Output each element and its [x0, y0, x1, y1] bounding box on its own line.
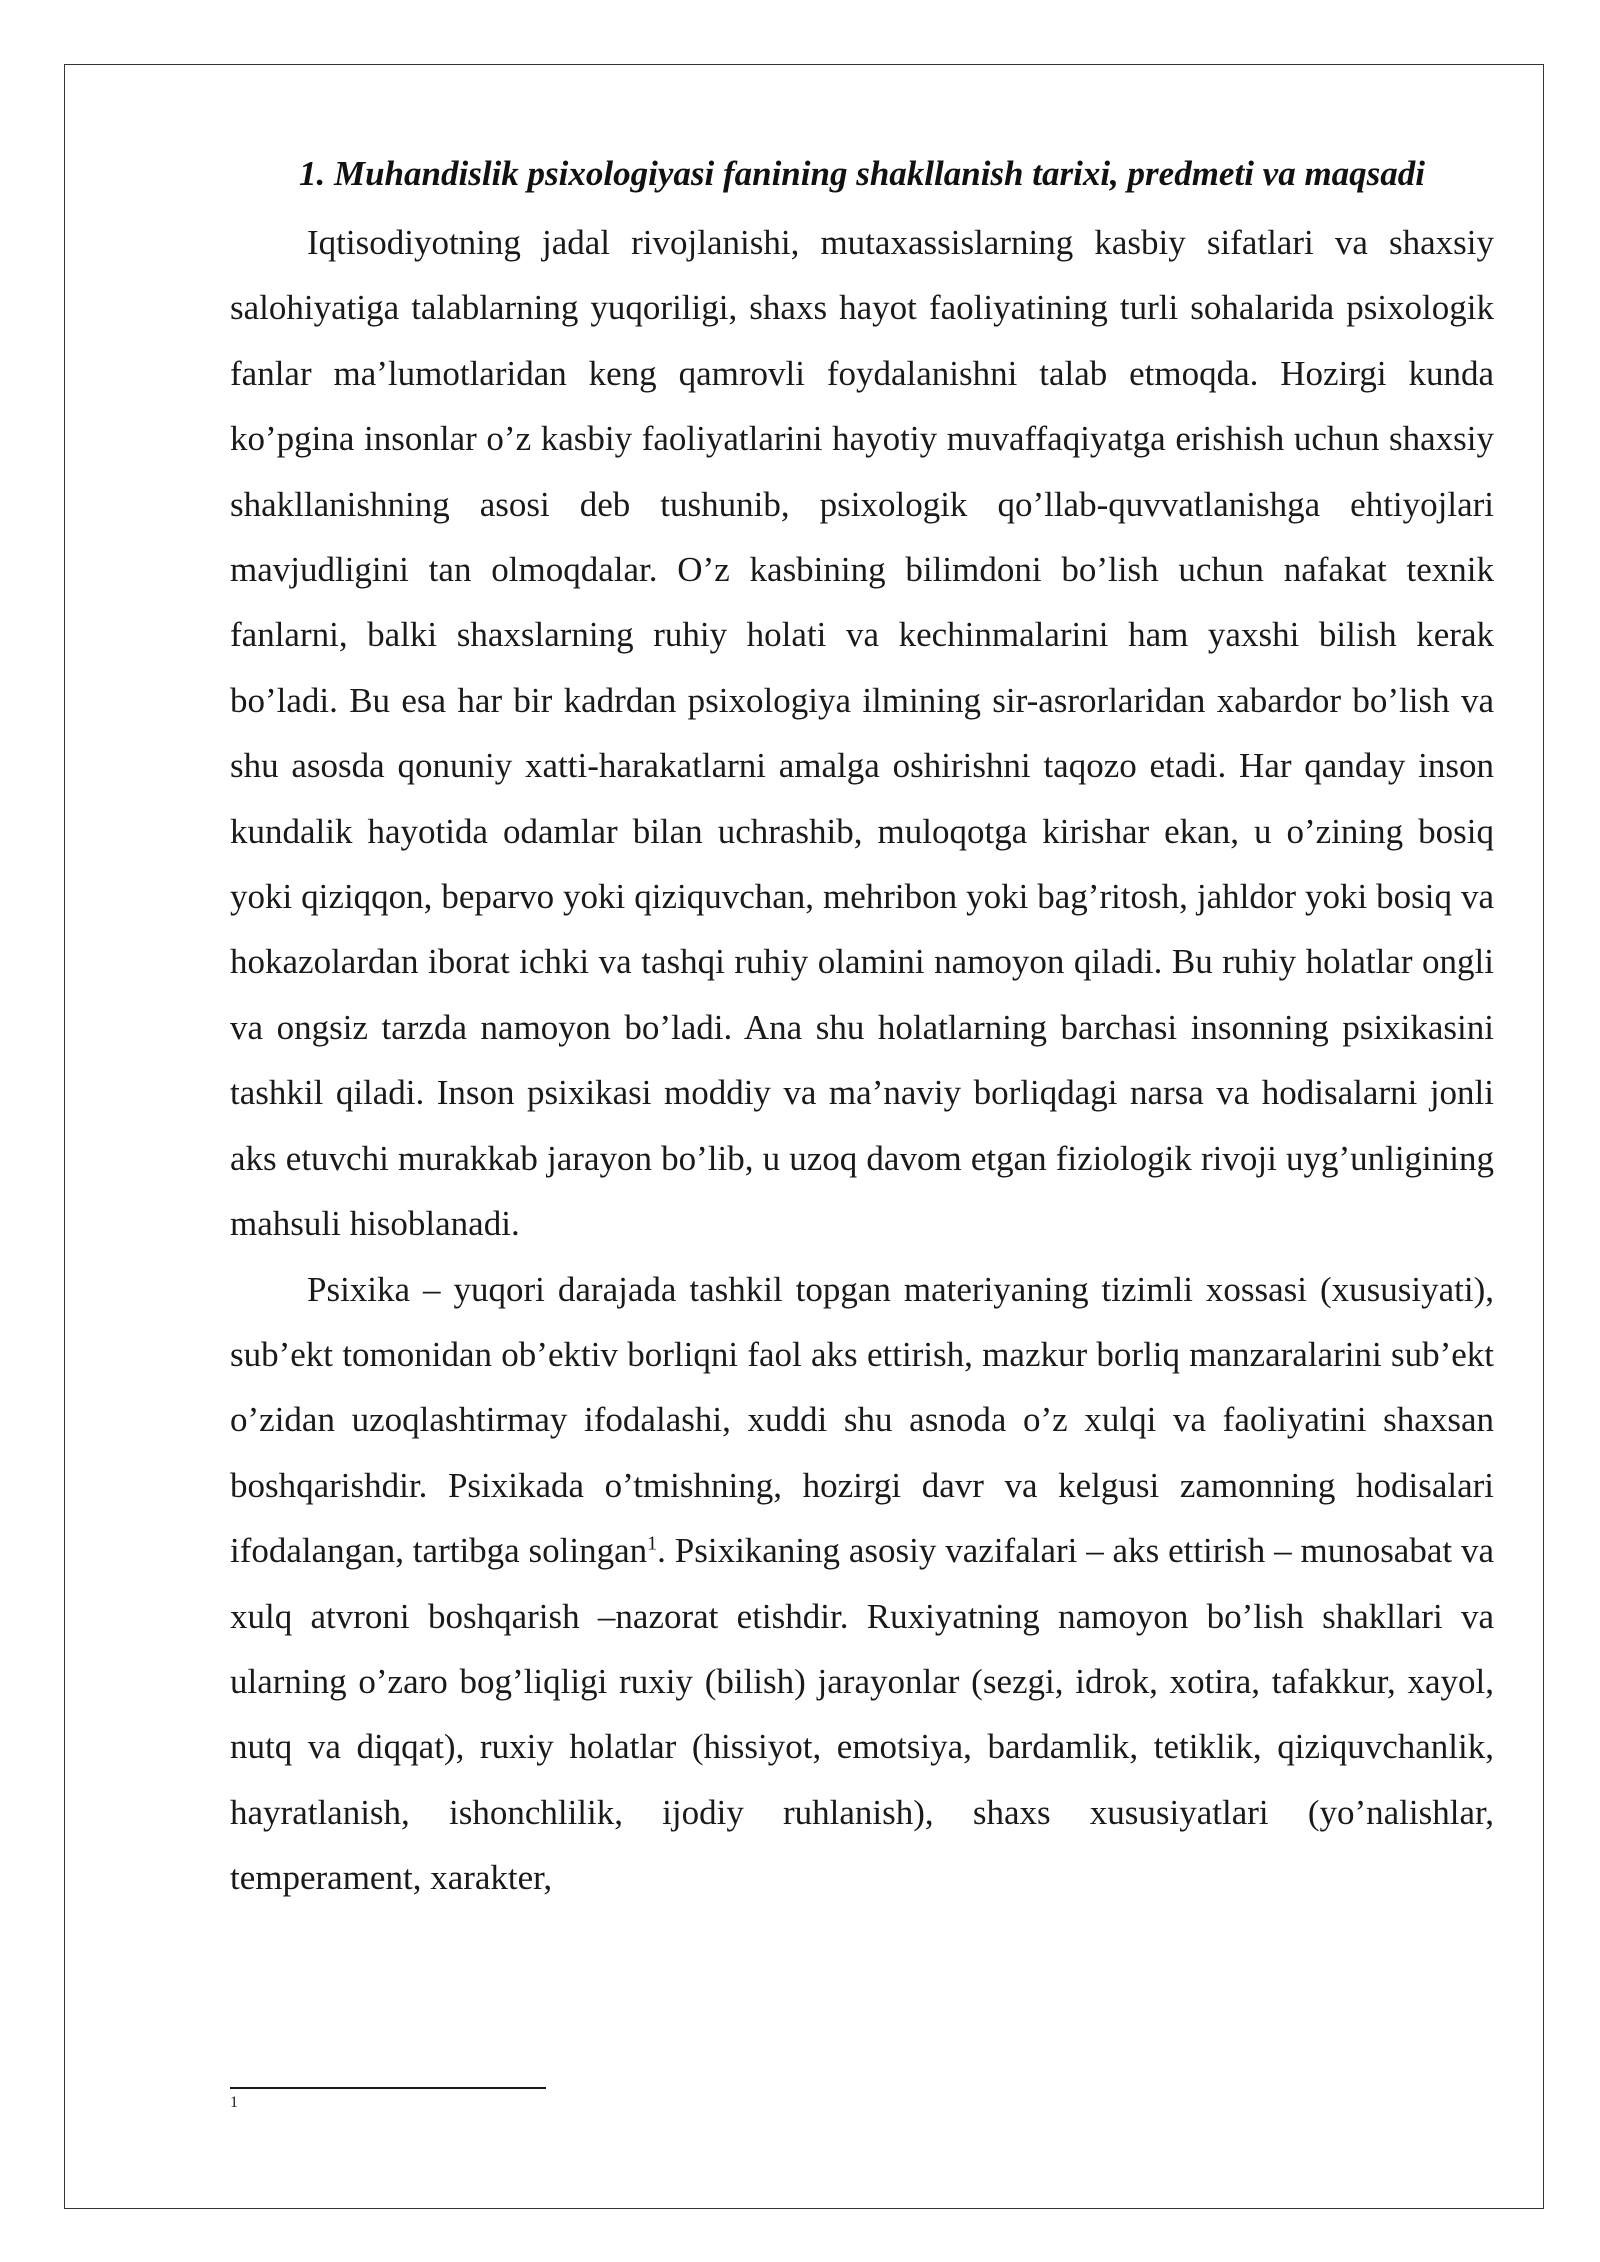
paragraph-2-text-start: Psixika – yuqori darajada tashkil topgan materiyaning tizimli xossasi (xususiyati), sub’ekt tomonidan ob’ektiv borliqni faol aks ettirish, mazkur borliq manzaralarini sub’ekt o’zidan uzoqlashtirmay ifodalashi, xuddi shu asnoda o’z xulqi va faoliyatini shaxsan boshqarishdir. Psixikada o’tmishning, hozirgi davr va kelgusi zamonning hodisalari ifodalangan, tartibga solingan — [230, 1269, 1494, 1571]
paragraph-1: Iqtisodiyotning jadal rivojlanishi, mutaxassislarning kasbiy sifatlari va shaxsiy salohiyatiga talablarning yuqoriligi, shaxs hayot faoliyatining turli sohalarida psixologik fanlar ma’lumotlaridan keng qamrovli foydalanishni talab etmoqda. Hozirgi kunda ko’pgina insonlar o’z kasbiy faoliyatlarini hayotiy muvaffaqiyatga erishish uchun shaxsiy shakllanishning asosi deb tushunib, psixologik qo’llab-quvvatlanishga ehtiyojlari mavjudligini tan olmoqdalar. O’z kasbining bilimdoni bo’lish uchun nafakat texnik fanlarni, balki shaxslarning ruhiy holati va kechinmalarini ham yaxshi bilish kerak bo’ladi. Bu esa har bir kadrdan psixologiya ilmining sir-asrorlaridan xabardor bo’lish va shu asosda qonuniy xatti-harakatlarni amalga oshirishni taqozo etadi. Har qanday inson kundalik hayotida odamlar bilan uchrashib, muloqotga kirishar ekan, u o’zining bosiq yoki qiziqqon, beparvo yoki qiziquvchan, mehribon yoki bag’ritosh, jahldor yoki bosiq va hokazolardan iborat ichki va tashqi ruhiy olamini namoyon qiladi. Bu ruhiy holatlar ongli va ongsiz tarzda namoyon bo’ladi. Ana shu holatlarning barchasi insonning psixikasini tashkil qiladi. Inson psixikasi moddiy va ma’naviy borliqdagi narsa va hodisalarni jonli aks etuvchi murakkab jarayon bo’lib, u uzoq davom etgan fiziologik rivoji uyg’unligining mahsuli hisoblanadi. — [230, 223, 1494, 1244]
footnote-number: 1 — [230, 2094, 238, 2111]
footnote-reference[interactable]: 1 — [647, 1532, 658, 1555]
section-heading: 1. Muhandislik psixologiyasi fanining shakllanish tarixi, predmeti va maqsadi — [298, 154, 1426, 193]
paragraph-2 — [230, 1257, 1494, 1911]
paragraph-2-text-end: . Psixikaning asosiy vazifalari – aks ettirish – munosabat va xulq atvroni boshqarish –nazorat etishdir. Ruxiyatning namoyon bo’lish shakllari va ularning o’zaro bog’liqligi ruxiy (bilish) jarayonlar (sezgi, idrok, xotira, tafakkur, xayol, nutq va diqqat), ruxiy holatlar (hissiyot, emotsiya, bardamlik, tetiklik, qiziquvchanlik, hayratlanish, ishonchlilik, ijodiy ruhlanish), shaxs xususiyatlari (yo’nalishlar, temperament, xarakter, — [230, 1531, 1494, 1898]
footnote-separator — [230, 2087, 546, 2089]
document-body — [230, 148, 1494, 1911]
